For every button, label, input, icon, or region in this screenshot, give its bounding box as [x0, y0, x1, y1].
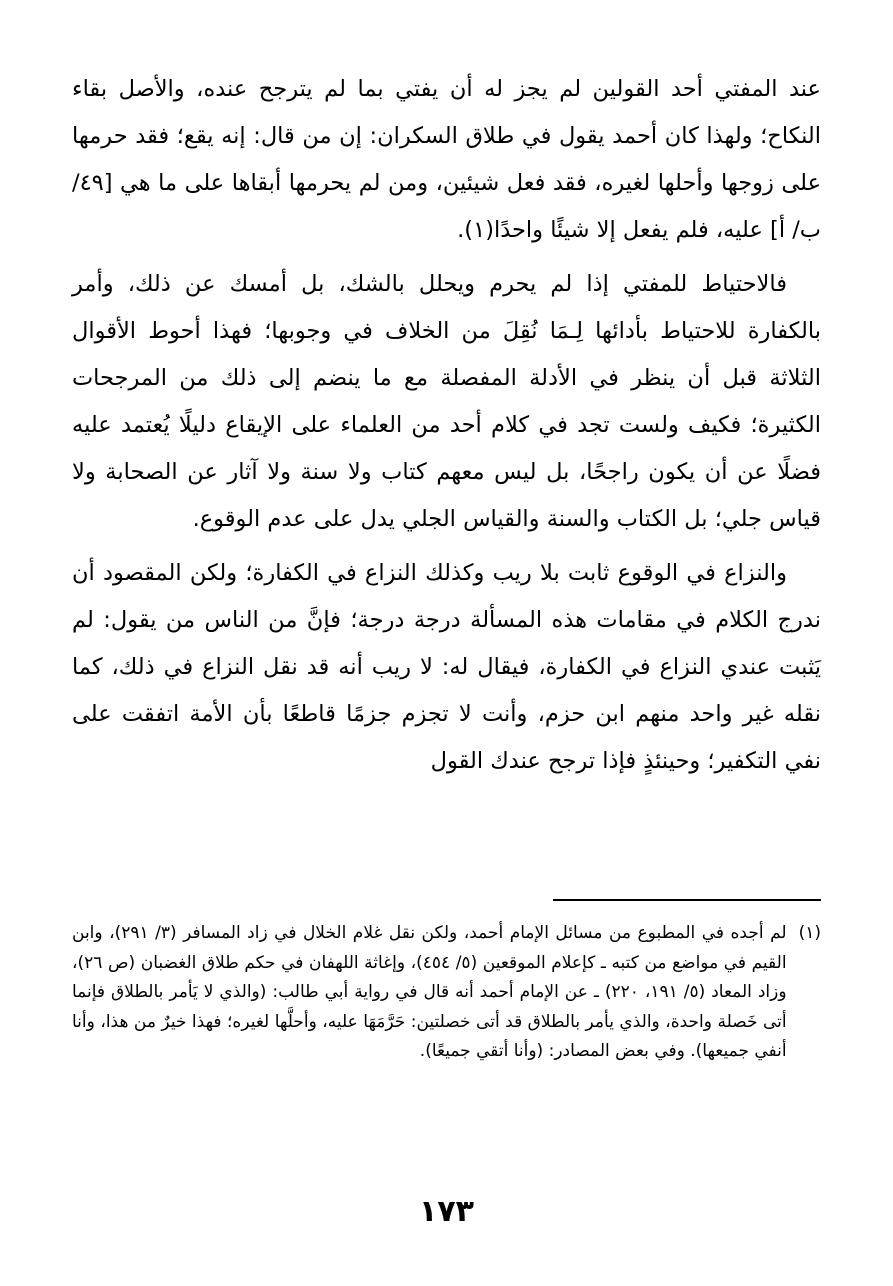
footnote — [72, 919, 821, 1067]
footnotes — [72, 919, 821, 1067]
paragraph: عند المفتي أحد القولين لم يجز له أن يفتي بما لم يترجح عنده، والأصل بقاء النكاح؛ ولهذا كان أحمد يقول في طلاق السكران: إن من قال: إنه يقع؛ فقد حرمها على زوجها وأحلها لغيره، فقد فعل شيئين، ومن لم يحرمها أبقاها على ما هي [٤٩/ ب/ أ] عليه، فلم يفعل إلا شيئًا واحدًا(١). — [72, 76, 821, 243]
page-number: ١٧٣ — [419, 1194, 474, 1229]
main-text — [72, 66, 821, 792]
footnote-text: لم أجده في المطبوع من مسائل الإمام أحمد، ولكن نقل غلام الخلال في زاد المسافر (٣/ ٢٩١)، وابن القيم في مواضع من كتبه ـ كإعلام الموقعين (٥/ ٤٥٤)، وإغاثة اللهفان في حكم طلاق الغضبان (ص ٢٦)، وزاد المعاد (٥/ ١٩١، ٢٢٠) ـ عن الإمام أحمد أنه قال في رواية أبي طالب: (والذي لا يَأمر بالطلاق فإنما أتى خَصلة واحدة، والذي يأمر بالطلاق قد أتى خصلتين: حَرَّمَهَا عليه، وأحلَّها لغيره؛ فهذا خيرٌ من هذا، وأنا أنفي جميعها). وفي بعض المصادر: (وأنا أتقي جميعًا). — [72, 923, 787, 1061]
footnote-number: (١) — [798, 923, 821, 943]
paragraph: والنزاع في الوقوع ثابت بلا ريب وكذلك النزاع في الكفارة؛ ولكن المقصود أن ندرج الكلام في مقامات هذه المسألة درجة درجة؛ فإنَّ من الناس من يقول: لم يَثبت عندي النزاع في الكفارة، فيقال له: لا ريب أنه قد نقل النزاع في ذلك، كما نقله غير واحد منهم ابن حزم، وأنت لا تجزم جزمًا قاطعًا بأن الأمة اتفقت على نفي التكفير؛ وحينئذٍ فإذا ترجح عندك القول — [72, 560, 821, 774]
footnote-separator — [553, 899, 821, 901]
paragraph: فالاحتياط للمفتي إذا لم يحرم ويحلل بالشك، بل أمسك عن ذلك، وأمر بالكفارة للاحتياط بأدائها لِـمَا نُقِلَ من الخلاف في وجوبها؛ فهذا أحوط الأقوال الثلاثة قبل أن ينظر في الأدلة المفصلة مع ما ينضم إلى ذلك من المرجحات الكثيرة؛ فكيف ولست تجد في كلام أحد من العلماء على الإيقاع دليلًا يُعتمد عليه فضلًا عن أن يكون راجحًا، بل ليس معهم كتاب ولا سنة ولا آثار عن الصحابة ولا قياس جلي؛ بل الكتاب والسنة والقياس الجلي يدل على عدم الوقوع. — [72, 271, 821, 532]
